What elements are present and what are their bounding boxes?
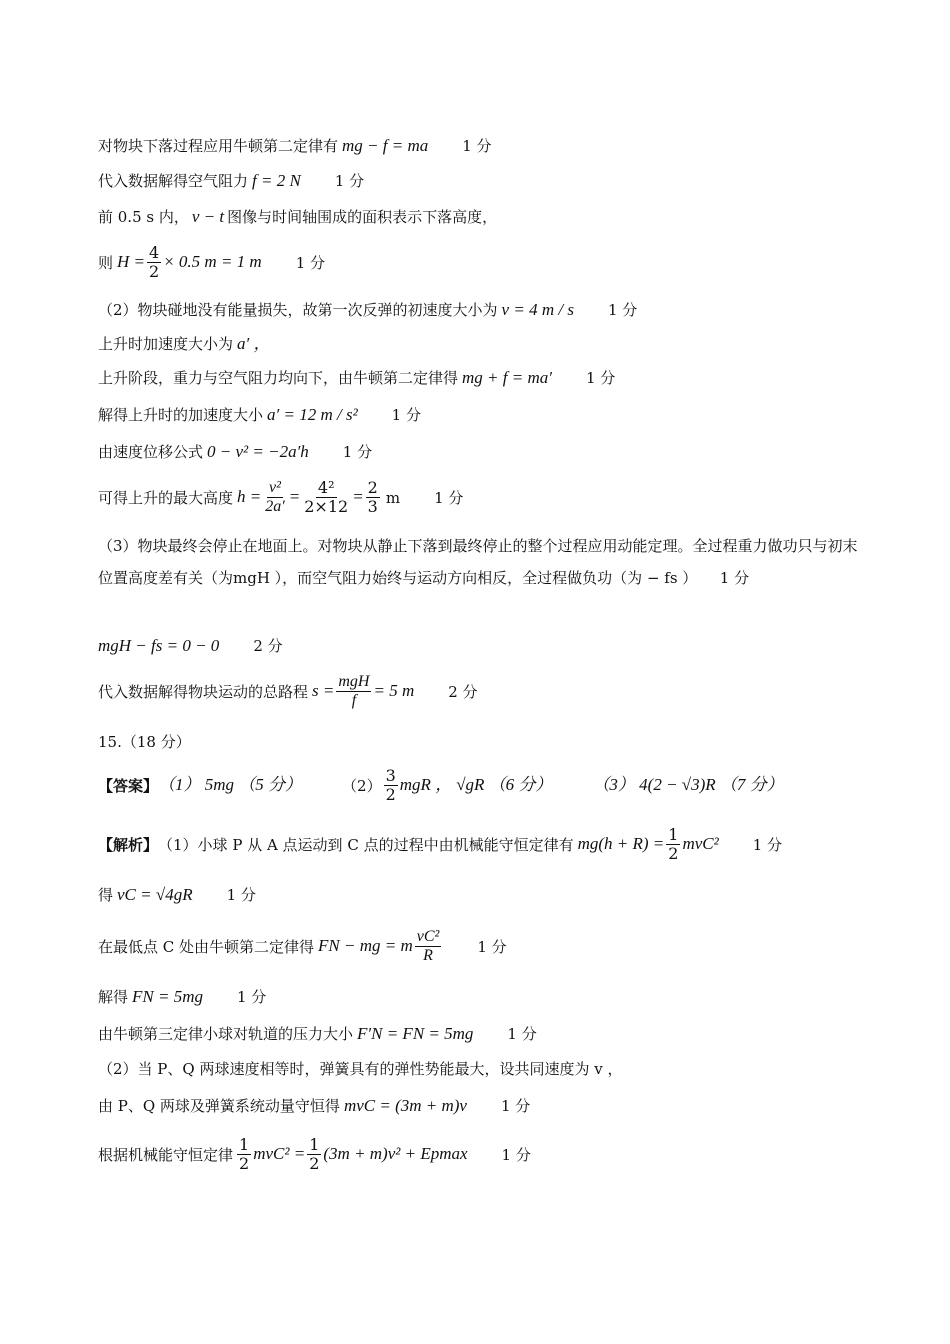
line-8-text: 解得上升时的加速度大小	[98, 406, 264, 425]
line-10-eq-1: =	[288, 487, 301, 507]
line-15-part-2: mgR ，	[399, 775, 453, 795]
line-2-text: 代入数据解得空气阻力	[98, 172, 249, 191]
line-22	[98, 1096, 890, 1116]
line-2	[98, 171, 890, 191]
line-18-formula: FN − mg = m	[318, 936, 413, 956]
line-1-score: 1 分	[462, 137, 492, 156]
line-9-score: 1 分	[342, 443, 373, 462]
line-8	[98, 405, 890, 425]
line-4-denominator: 2	[149, 262, 160, 281]
line-5	[98, 300, 890, 320]
line-10-score: 1 分	[434, 488, 464, 507]
line-20-score: 1 分	[507, 1025, 537, 1044]
line-7-formula: mg + f = ma′	[462, 368, 552, 387]
line-10-numerator-3: 2	[367, 478, 378, 497]
line-10-fraction-2	[302, 479, 350, 516]
line-10-numerator-2: 4²	[317, 478, 335, 497]
line-5-text: （2）物块碰地没有能量损失，故第一次反弹的初速度大小为	[98, 301, 498, 320]
line-2-formula: f = 2 N	[252, 171, 301, 190]
line-15-part-1: （1） 5mg （5 分）	[158, 775, 303, 795]
line-5-score: 1 分	[607, 301, 638, 320]
line-18-score: 1 分	[477, 937, 507, 956]
line-10-denominator-2: 2×12	[304, 497, 349, 516]
line-21-text: （2）当 P、Q 两球速度相等时，弹簧具有的弹性势能最大，设共同速度为 v ，	[98, 1060, 623, 1078]
line-16-rhs: mvC²	[682, 834, 719, 854]
line-22-score: 1 分	[500, 1097, 531, 1116]
line-6-formula: a′ ，	[237, 334, 271, 353]
line-4-score: 1 分	[295, 253, 326, 272]
line-13-rhs: = 5 m	[373, 681, 415, 701]
line-16-denominator: 2	[668, 844, 679, 863]
line-16-numerator: 1	[668, 825, 679, 844]
line-7-text: 上升阶段，重力与空气阻力均向下，由牛顿第二定律得	[98, 369, 459, 388]
line-19-formula: FN = 5mg	[132, 987, 203, 1006]
line-16-text: （1）小球 P 从 A 点运动到 C 点的过程中由机械能守恒定律有	[158, 835, 574, 854]
line-4-numerator: 4	[149, 243, 160, 262]
line-8-formula: a′ = 12 m / s²	[267, 405, 358, 424]
line-18-numerator: vC²	[416, 928, 440, 945]
line-17-prefix: 得	[98, 886, 114, 905]
line-13	[98, 673, 890, 710]
line-15-label: 【答案】	[98, 776, 159, 795]
line-17-score: 1 分	[226, 886, 256, 905]
line-18-text: 在最低点 C 处由牛顿第二定律得	[98, 937, 315, 956]
line-15-part-2-prefix: （2）	[342, 776, 382, 795]
line-17	[98, 885, 890, 905]
line-15-part-2-sqrt: √gR （6 分）	[456, 775, 553, 795]
line-18-fraction	[415, 928, 442, 965]
line-10-fraction-1	[263, 479, 287, 516]
line-7	[98, 368, 890, 388]
line-4-lhs: H =	[117, 252, 146, 272]
line-14-text: 15.（18 分）	[98, 733, 191, 751]
line-20	[98, 1024, 890, 1044]
line-7-score: 1 分	[585, 369, 616, 388]
line-16-label: 【解析】	[98, 835, 159, 854]
line-11-text: （3）物块最终会停止在地面上。对物块从静止下落到最终停止的整个过程应用动能定理。全过程重力做功只与初末位置高度差有关（为mgH ），而空气阻力始终与运动方向相反，全过程做负功（为 − fs ） 1 分	[98, 537, 858, 587]
line-1-text: 对物块下落过程应用牛顿第二定律有	[98, 137, 339, 156]
line-13-text: 代入数据解得物块运动的总路程	[98, 682, 309, 701]
line-13-denominator: f	[351, 692, 357, 709]
line-23	[98, 1136, 890, 1173]
line-11	[98, 530, 870, 594]
line-16-formula: mg(h + R) =	[577, 834, 665, 854]
line-15-numerator: 3	[385, 766, 396, 785]
line-18	[98, 928, 890, 965]
line-15	[98, 767, 890, 804]
line-10-numerator-1: v²	[269, 479, 281, 496]
line-4	[98, 244, 890, 281]
line-12	[98, 636, 890, 656]
line-4-fraction	[147, 244, 161, 281]
line-19	[98, 987, 890, 1007]
line-9-formula: 0 − v² = −2a′h	[207, 442, 309, 461]
line-14	[98, 733, 890, 751]
line-10-denominator-1: 2a′	[265, 498, 285, 515]
line-10	[98, 479, 890, 516]
line-16-score: 1 分	[752, 835, 783, 854]
line-1	[98, 136, 890, 156]
line-3	[98, 207, 890, 227]
line-15-denominator: 2	[385, 785, 396, 804]
line-10-text: 可得上升的最大高度	[98, 488, 234, 507]
line-22-formula: mvC = (3m + m)v	[343, 1096, 467, 1115]
line-5-formula: v = 4 m / s	[501, 300, 574, 319]
line-10-denominator-3: 3	[367, 497, 378, 516]
line-18-denominator: R	[423, 947, 433, 964]
line-23-fraction-1	[237, 1136, 251, 1173]
line-12-formula: mgH − fs = 0 − 0	[98, 636, 220, 655]
line-15-fraction	[384, 767, 398, 804]
line-12-score: 2 分	[253, 637, 283, 656]
line-16	[98, 826, 890, 863]
line-4-prefix: 则	[98, 253, 114, 272]
line-13-fraction	[336, 673, 371, 710]
line-13-numerator: mgH	[338, 673, 370, 690]
line-6	[98, 334, 890, 354]
line-23-fraction-2	[307, 1136, 321, 1173]
line-20-formula: F′N = FN = 5mg	[357, 1024, 474, 1043]
line-20-text: 由牛顿第三定律小球对轨道的压力大小	[98, 1025, 354, 1044]
line-13-score: 2 分	[448, 682, 478, 701]
line-23-denominator-1: 2	[239, 1154, 250, 1173]
line-21	[98, 1060, 890, 1078]
line-15-part-3: （3） 4(2 − √3)R （7 分）	[592, 775, 784, 795]
line-10-lhs: h =	[237, 487, 262, 507]
line-9-text: 由速度位移公式	[98, 443, 204, 462]
line-9	[98, 442, 890, 462]
line-17-formula: vC = √4gR	[117, 885, 193, 904]
line-3-prefix: 前 0.5 s 内，	[98, 208, 189, 227]
line-23-rhs: (3m + m)v² + Epmax	[323, 1144, 468, 1164]
line-2-score: 1 分	[334, 172, 365, 191]
line-3-text: 图像与时间轴围成的面积表示下落高度，	[227, 208, 498, 227]
line-4-rhs: × 0.5 m = 1 m	[163, 252, 262, 272]
line-10-fraction-3	[366, 479, 380, 516]
line-23-text: 根据机械能守恒定律	[98, 1145, 234, 1164]
line-8-score: 1 分	[391, 406, 421, 425]
line-23-numerator-1: 1	[239, 1135, 250, 1154]
line-22-text: 由 P、Q 两球及弹簧系统动量守恒得	[98, 1097, 340, 1116]
line-3-formula: v − t	[191, 207, 225, 226]
line-13-lhs: s =	[312, 681, 335, 701]
line-23-score: 1 分	[501, 1145, 531, 1164]
line-23-middle: mvC² =	[253, 1144, 306, 1164]
line-6-text: 上升时加速度大小为	[98, 335, 234, 354]
line-23-numerator-2: 1	[309, 1135, 320, 1154]
line-10-unit: m	[385, 488, 401, 507]
line-19-text: 解得	[98, 988, 129, 1007]
line-10-eq-2: =	[352, 487, 364, 507]
line-16-fraction	[666, 826, 680, 863]
line-19-score: 1 分	[237, 988, 267, 1007]
line-23-denominator-2: 2	[309, 1154, 320, 1173]
line-1-formula: mg − f = ma	[342, 136, 429, 155]
